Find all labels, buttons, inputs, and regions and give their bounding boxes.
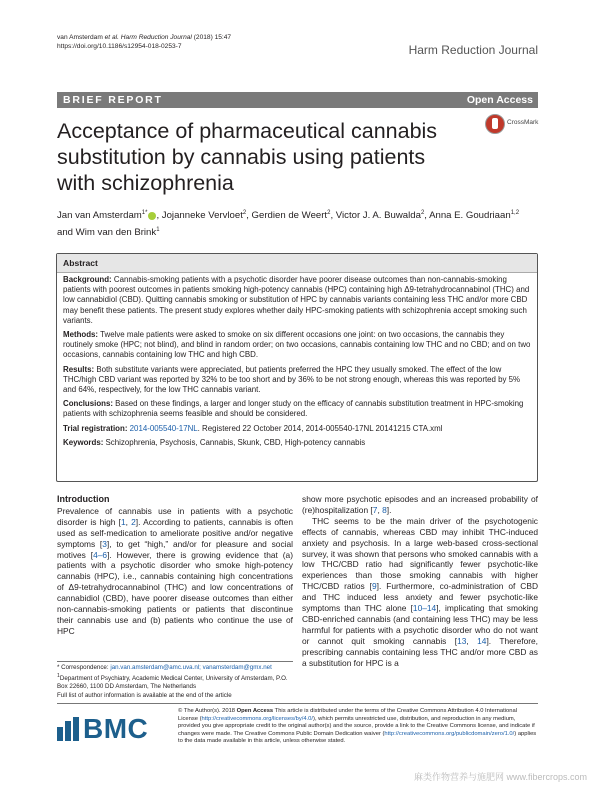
abstract-heading: Abstract [63, 258, 98, 268]
citation-link[interactable]: 1 [120, 516, 126, 527]
citation-link[interactable]: 3 [102, 538, 107, 549]
citation-link[interactable]: 4–6 [93, 549, 108, 560]
crossmark-icon [485, 114, 505, 134]
bmc-logo [57, 713, 167, 745]
cite-year: (2018) 15:47 [191, 34, 232, 41]
author-affiliation-mark: 1 [156, 227, 160, 234]
body-text: , [377, 504, 383, 515]
body-text: show more psychotic episodes and an increased probability of (re)hospitalization [ [302, 494, 538, 515]
email-link[interactable]: jan.van.amsterdam@amc.uva.nl; vanamsterdam@gmx.net [110, 664, 272, 671]
article-title: Acceptance of pharmaceutical cannabis substitution by cannabis using patients with schizophrenia [57, 119, 438, 195]
footer-divider [57, 703, 538, 704]
section-text: . Registered 22 October 2014, 2014-005540-17NL 20141215 CTA.xml [197, 423, 443, 433]
author-name[interactable]: , Jojanneke Vervloet [156, 210, 243, 222]
open-access-label: Open Access [466, 94, 533, 106]
body-text: ]. Therefore, prescribing cannabis containing less THC and/or more CBD as a substitution for HPC is a [302, 635, 538, 668]
license-text: ), which permits unrestricted use, distribution, and reproduction in any medium, provided you give appropriate credit to the original author(s) and the source, provide a link to the Creative Commons license, and indicate if changes were made. The Creative Commons Public Domain Dedication waiver ( [178, 715, 535, 737]
crossmark-label: CrossMark [507, 119, 539, 126]
abstract-conclusions [63, 399, 531, 419]
watermark-text: 麻类作物营养与施肥网 www.fibercrops.com [413, 772, 587, 782]
abstract-trial [63, 424, 531, 434]
section-label: Results: [63, 364, 95, 374]
citation-link[interactable]: 13 [457, 635, 467, 646]
body-paragraph [302, 516, 538, 669]
body-text: , [466, 635, 478, 646]
author-name[interactable]: Jan van Amsterdam [57, 210, 142, 222]
footnote-label: * Correspondence: [57, 664, 111, 671]
author-affiliation-mark: 2 [420, 210, 425, 216]
author-info-note: Full list of author information is available at the end of the article [57, 691, 232, 699]
left-column [57, 494, 293, 637]
article-type-banner [57, 92, 538, 108]
body-text: Prevalence of cannabis use in patients with a psychotic disorder is high [ [57, 505, 293, 527]
author-name[interactable]: , Victor J. A. Buwalda [330, 210, 421, 222]
abstract-methods [63, 330, 531, 361]
author-affiliation-mark: 2 [327, 210, 331, 216]
abstract-header [57, 254, 537, 273]
section-heading: Introduction [57, 494, 110, 504]
doi-link[interactable]: https://doi.org/10.1186/s12954-018-0253-7 [57, 43, 182, 50]
body-text: ]. However, there is growing evidence that (a) patients with a psychotic disorder who smoke high-potency cannabis (HPC), i.e., cannabis containing high concentrations of Δ9-tetrahydrocannabinol (THC) and low concentrations of cannabidiol (CBD), have poorer disease outcomes than either non-cannabis-smoking patients or patients that discontinue their cannabis use and (b) patients who continue the use of HPC [57, 549, 293, 636]
section-label: Keywords: [63, 437, 104, 447]
author-affiliation-mark: 1,2 [510, 210, 520, 216]
section-text: Cannabis-smoking patients with a psychotic disorder have poorer disease outcomes than non-cannabis-smoking patients with poorest outcomes in patients smoking high-potency cannabis (HPC) containing high Δ9-tetrahydrocannabinol (THC) and low cannabidiol (CBD). Quitting cannabis smoking or substitution of HPC by cannabis variants containing less THC and/or more CBD may benefit these patients. The present study explores whether daily HPC-smoking patients with schizophrenia accept smoking such variants. [63, 275, 530, 325]
license-text: ) applies to the data made available in this article, unless otherwise stated. [178, 730, 537, 745]
author-affiliation-mark: 1* [141, 210, 148, 216]
section-label: Background: [63, 275, 112, 284]
running-header-citation [57, 33, 231, 51]
license-text: This article is distributed under the terms of the Creative Commons Attribution 4.0 International License ( [178, 708, 517, 722]
author-list [57, 206, 547, 240]
section-text: Based on these findings, a larger and longer study on the efficacy of cannabis substitution treatment in HPC-smoking patients with schizophrenia seems feasible and should be considered. [63, 399, 524, 419]
author-name[interactable]: , Anna E. Goudriaan [424, 210, 511, 222]
section-text: Both substitute variants were appreciated, but patients preferred the HPC they usually smoked. The effect of the low THC/high CBD variant was reported by 32% to be too short and by 36% to be not strong enough, whereas this was reported by 5% and 64%, respectively, for the low THC cannabis variant. [63, 364, 521, 395]
affiliation-mark: 1 [57, 673, 60, 680]
body-paragraph [57, 506, 293, 637]
cite-authors: van Amsterdam [57, 34, 105, 41]
abstract-box [56, 253, 538, 482]
citation-link[interactable]: 10–14 [412, 603, 437, 614]
section-label: Conclusions: [63, 399, 113, 409]
author-name[interactable]: , Gerdien de Weert [246, 210, 328, 222]
body-text: ], implicating that smoking CBD-enriched cannabis (and containing less THC) may be less harmful for patients with a psychotic disorder who do not want or cannot quit smoking cannabis [ [302, 603, 538, 646]
body-text: ], to get “high,” and/or for pleasure and social motives [ [57, 538, 294, 560]
trial-link[interactable]: 2014-005540-17NL [127, 423, 198, 433]
citation-link[interactable]: 9 [371, 581, 377, 592]
abstract-keywords [63, 438, 531, 448]
body-text: ]. [386, 504, 392, 515]
abstract-results [63, 365, 531, 396]
citation-link[interactable]: 2 [131, 516, 136, 527]
license-link[interactable]: http://creativecommons.org/publicdomain/zero/1.0/ [384, 730, 515, 737]
author-affiliation-mark: 2 [242, 210, 247, 216]
abstract-background [63, 275, 531, 326]
citation-link[interactable]: 14 [477, 635, 487, 646]
section-text: Twelve male patients were asked to smoke on six different occasions one joint: on two occasions, the cannabis they routinely smoke (HPC; not blind), and blind in random order; on two occasions, cannabis containing low THC and no CBD; and on two occasions, cannabis containing low THC and high CBD. [63, 330, 531, 360]
crossmark-button[interactable] [485, 114, 543, 134]
citation-link[interactable]: 8 [382, 504, 387, 515]
article-type: BRIEF REPORT [63, 94, 163, 106]
section-text: Schizophrenia, Psychosis, Cannabis, Skunk, CBD, High-potency cannabis [103, 437, 366, 447]
section-label: Trial registration: [63, 423, 128, 433]
section-label: Methods: [63, 330, 99, 340]
license-label: Open Access [236, 708, 274, 714]
body-paragraph [302, 494, 538, 516]
correspondence-footnote [57, 661, 293, 700]
affiliation-text: Department of Psychiatry, Academic Medical Center, University of Amsterdam, P.O. Box 22660, 1100 DD Amsterdam, The Netherlands [57, 675, 288, 691]
body-text: ]. According to patients, cannabis is often used as self-medication to ameliorate positive and/or negative symptoms [ [57, 516, 293, 549]
license-link[interactable]: http://creativecommons.org/licenses/by/4.0/ [201, 715, 314, 722]
cite-journal: et al. Harm Reduction Journal [104, 34, 192, 41]
bmc-logo-text: BMC [83, 713, 149, 744]
journal-name: Harm Reduction Journal [408, 43, 538, 57]
bmc-logo-icon [57, 717, 79, 741]
body-text: ]. Furthermore, co-administration of CBD and THC induced less anxiety and fewer psychotic-like symptoms than THC alone [ [302, 581, 538, 614]
license-text: © The Author(s). 2018 [178, 708, 237, 714]
abstract-body [63, 275, 531, 452]
license-statement [178, 708, 538, 746]
body-text: , [125, 516, 132, 527]
author-name[interactable]: and Wim van den Brink [57, 227, 157, 239]
right-column [302, 494, 538, 669]
citation-link[interactable]: 7 [372, 504, 378, 515]
body-text: THC seems to be the main driver of the psychotogenic effects of cannabis, whereas CBD may inhibit THC-induced anxiety and psychosis. In a large web-based cross-sectional survey, it was shown that persons who smoked cannabis with a low THC/CBD ratio had significantly fewer psychotic-like experiences than those smoking cannabis with higher THC/CBD ratios [ [302, 515, 538, 592]
